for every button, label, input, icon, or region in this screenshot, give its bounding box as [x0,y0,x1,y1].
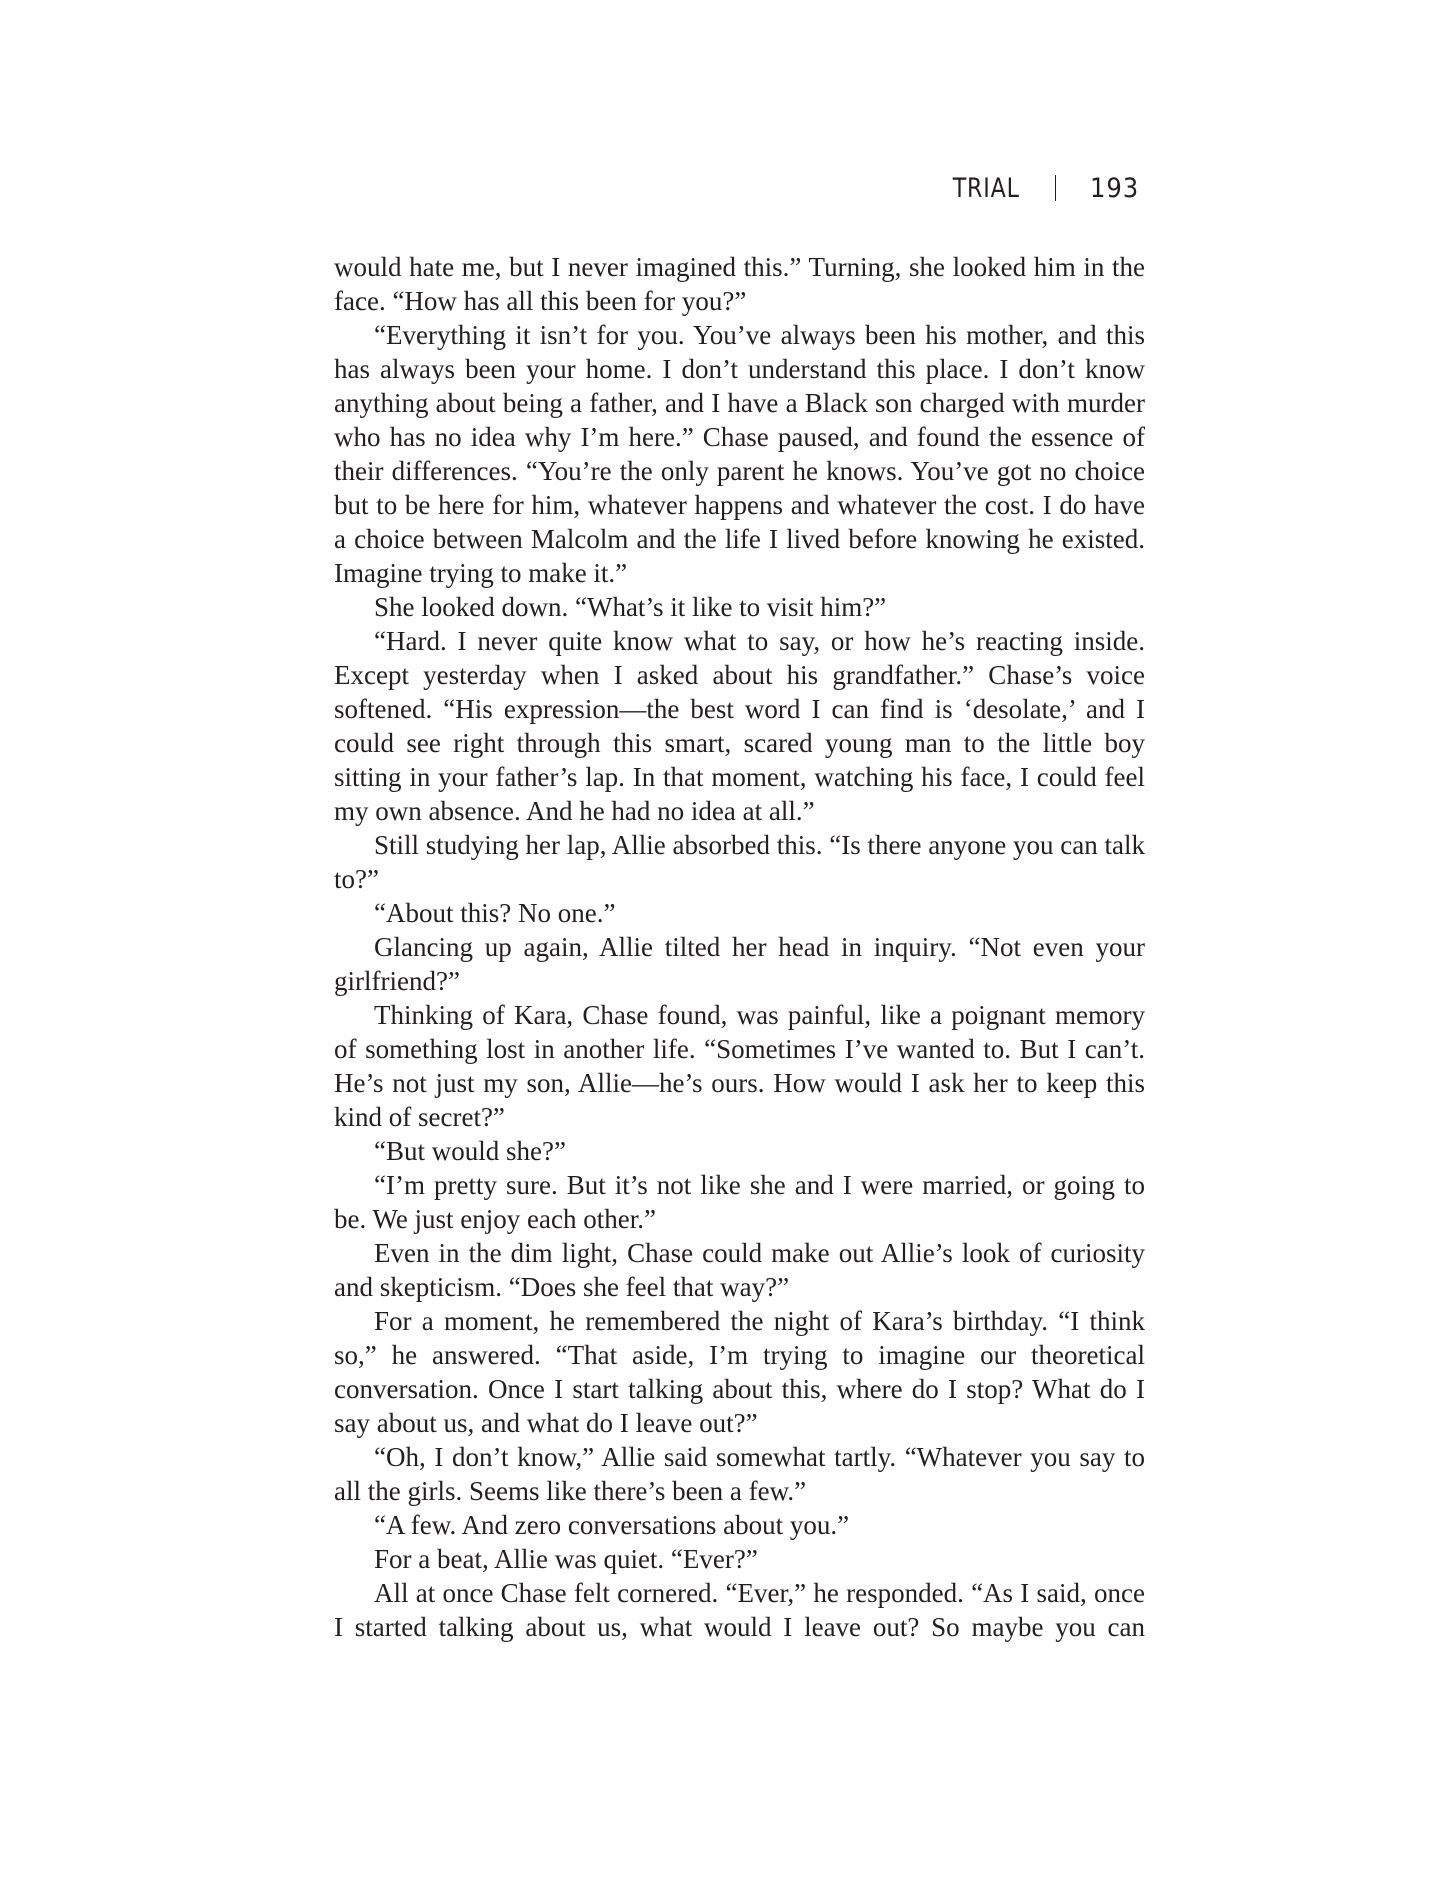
paragraph: “About this? No one.” [374,898,616,928]
paragraph: She looked down. “What’s it like to visit him?” [374,592,887,622]
paragraph: “Oh, I don’t know,” Allie said somewhat tartly. “Whatever you say to all the girls. Seems like there’s been a few.” [334,1442,1145,1506]
paragraph: “I’m pretty sure. But it’s not like she and I were married, or going to be. We just enjoy each other.” [334,1170,1145,1234]
paragraph: Even in the dim light, Chase could make out Allie’s look of curiosity and skepticism. “Does she feel that way?” [334,1238,1145,1302]
running-head-divider [1055,175,1056,201]
paragraph: Glancing up again, Allie tilted her head in inquiry. “Not even your girlfriend?” [334,932,1145,996]
paragraph: “Everything it isn’t for you. You’ve always been his mother, and this has always been your home. I don’t understand this place. I don’t know anything about being a father, and I have a Black son charged with murder who has no idea why I’m here.” Chase paused, and found the essence of their differences. “You’re the only parent he knows. You’ve got no choice but to be here for him, whatever happens and whatever the cost. I do have a choice between Malcolm and the life I lived before knowing he existed. Imagine trying to make it.” [334,320,1145,588]
running-head-title: TRIAL [952,172,1020,204]
paragraph: would hate me, but I never imagined this.” Turning, she looked him in the face. “How has all this been for you?” [334,252,1145,316]
paragraph: For a moment, he remembered the night of Kara’s birthday. “I think so,” he answered. “That aside, I’m trying to imagine our theoretical conversation. Once I start talking about this, where do I stop? What do I say about us, and what do I leave out?” [334,1306,1145,1438]
paragraph: “Hard. I never quite know what to say, or how he’s reacting inside. Except yesterday when I asked about his grandfather.” Chase’s voice softened. “His expression—the best word I can find is ‘desolate,’ and I could see right through this smart, scared young man to the little boy sitting in your father’s lap. In that moment, watching his face, I could feel my own absence. And he had no idea at all.” [334,626,1145,826]
paragraph: Still studying her lap, Allie absorbed this. “Is there anyone you can talk to?” [334,830,1145,894]
paragraph: “But would she?” [374,1136,566,1166]
paragraph: For a beat, Allie was quiet. “Ever?” [374,1544,758,1574]
paragraph: All at once Chase felt cornered. “Ever,” he responded. “As I said, once I started talking about us, what would I leave out? So maybe you can [334,1578,1145,1642]
running-head [938,168,1145,208]
paragraph: Thinking of Kara, Chase found, was painful, like a poignant memory of something lost in another life. “Sometimes I’ve wanted to. But I can’t. He’s not just my son, Allie—he’s ours. How would I ask her to keep this kind of secret?” [334,1000,1145,1132]
page-number: 193 [1090,172,1140,204]
body-text [334,250,1145,1644]
paragraph: “A few. And zero conversations about you.” [374,1510,850,1540]
